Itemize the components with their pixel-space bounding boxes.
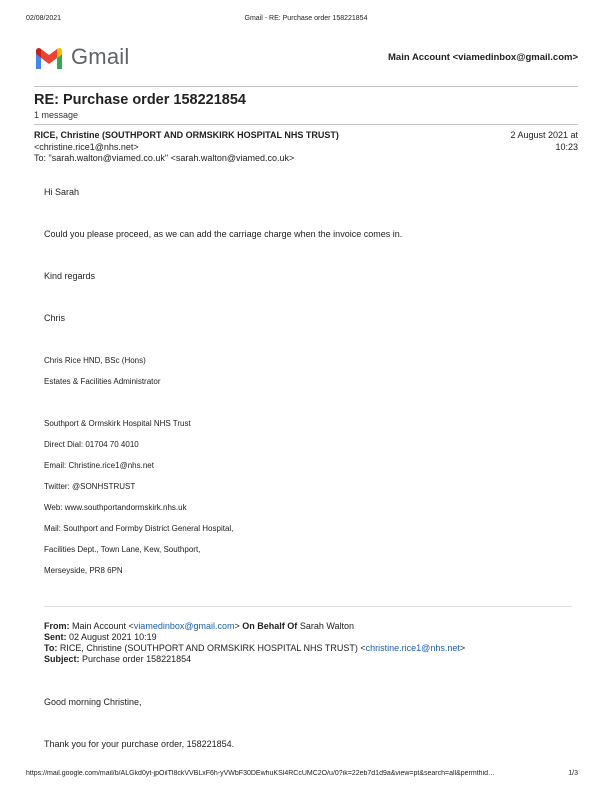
body-paragraph: Could you please proceed, as we can add the carriage charge when the invoice comes in. bbox=[44, 229, 403, 239]
gmail-wordmark: Gmail bbox=[71, 44, 130, 69]
message-time: 10:23 bbox=[555, 142, 578, 152]
quoted-to-value: RICE, Christine (SOUTHPORT AND ORMSKIRK HOSPITAL NHS TRUST) < bbox=[59, 643, 366, 653]
recipient-line: To: "sarah.walton@viamed.co.uk" <sarah.walton@viamed.co.uk> bbox=[34, 153, 295, 163]
quoted-sent bbox=[44, 632, 157, 642]
quote-divider bbox=[44, 606, 572, 607]
signature-title: Estates & Facilities Administrator bbox=[44, 377, 161, 386]
body-regards: Kind regards bbox=[44, 271, 96, 281]
subject-divider bbox=[34, 124, 578, 125]
gmail-logo[interactable] bbox=[34, 44, 129, 70]
quoted-behalf-name: Sarah Walton bbox=[299, 621, 355, 631]
quoted-from-name: Main Account < bbox=[72, 621, 134, 631]
quoted-thanks: Thank you for your purchase order, 158221854. bbox=[44, 739, 235, 749]
quoted-to-close: > bbox=[459, 643, 466, 653]
body-greeting: Hi Sarah bbox=[44, 187, 80, 197]
quoted-to-email-link[interactable]: christine.rice1@nhs.net bbox=[365, 643, 460, 653]
quoted-from-close: > bbox=[234, 621, 240, 631]
signature-email: Email: Christine.rice1@nhs.net bbox=[44, 461, 154, 470]
quoted-from bbox=[44, 621, 354, 631]
signature-mail-1: Mail: Southport and Formby District General Hospital, bbox=[44, 524, 234, 533]
quoted-sent-label: Sent: bbox=[44, 632, 67, 642]
signature-twitter: Twitter: @SONHSTRUST bbox=[44, 482, 136, 491]
body-name: Chris bbox=[44, 313, 66, 323]
quoted-sent-value: 02 August 2021 10:19 bbox=[69, 632, 157, 642]
sender-email: <christine.rice1@nhs.net> bbox=[34, 142, 139, 152]
account-label: Main Account <viamedinbox@gmail.com> bbox=[388, 52, 578, 63]
message-count: 1 message bbox=[34, 110, 79, 120]
quoted-greeting: Good morning Christine, bbox=[44, 697, 142, 707]
gmail-logo-icon bbox=[34, 46, 64, 69]
quoted-to bbox=[44, 643, 465, 653]
signature-org: Southport & Ormskirk Hospital NHS Trust bbox=[44, 419, 191, 428]
quoted-subject-label: Subject: bbox=[44, 654, 80, 664]
signature-mail-3: Merseyside, PR8 6PN bbox=[44, 566, 123, 575]
print-date: 02/08/2021 bbox=[26, 15, 62, 22]
message-date: 2 August 2021 at bbox=[510, 130, 578, 140]
thread-subject: RE: Purchase order 158221854 bbox=[34, 92, 246, 108]
signature-dial: Direct Dial: 01704 70 4010 bbox=[44, 440, 139, 449]
signature-name: Chris Rice HND, BSc (Hons) bbox=[44, 356, 146, 365]
quoted-subject bbox=[44, 654, 191, 664]
quoted-from-label: From: bbox=[44, 621, 70, 631]
header-divider bbox=[34, 86, 578, 87]
sender-name: RICE, Christine (SOUTHPORT AND ORMSKIRK HOSPITAL NHS TRUST) bbox=[34, 130, 339, 140]
signature-mail-2: Facilities Dept., Town Lane, Kew, Southport, bbox=[44, 545, 201, 554]
quoted-behalf-label: On Behalf Of bbox=[242, 621, 298, 631]
print-page-number: 1/3 bbox=[568, 770, 578, 777]
quoted-subject-value: Purchase order 158221854 bbox=[82, 654, 192, 664]
signature-web: Web: www.southportandormskirk.nhs.uk bbox=[44, 503, 187, 512]
quoted-to-label: To: bbox=[44, 643, 58, 653]
print-title: Gmail - RE: Purchase order 158221854 bbox=[244, 15, 368, 22]
quoted-from-email-link[interactable]: viamedinbox@gmail.com bbox=[133, 621, 235, 631]
print-url: https://mail.google.com/mail/b/ALGkd0yt-jpOilTl8ckVVBLxF6h-yVWbF30DEwhuKSl4RCcUMC2O/u/0?ik=22eb7d1d9a&view=pt&search=all&permthid… bbox=[26, 770, 496, 777]
